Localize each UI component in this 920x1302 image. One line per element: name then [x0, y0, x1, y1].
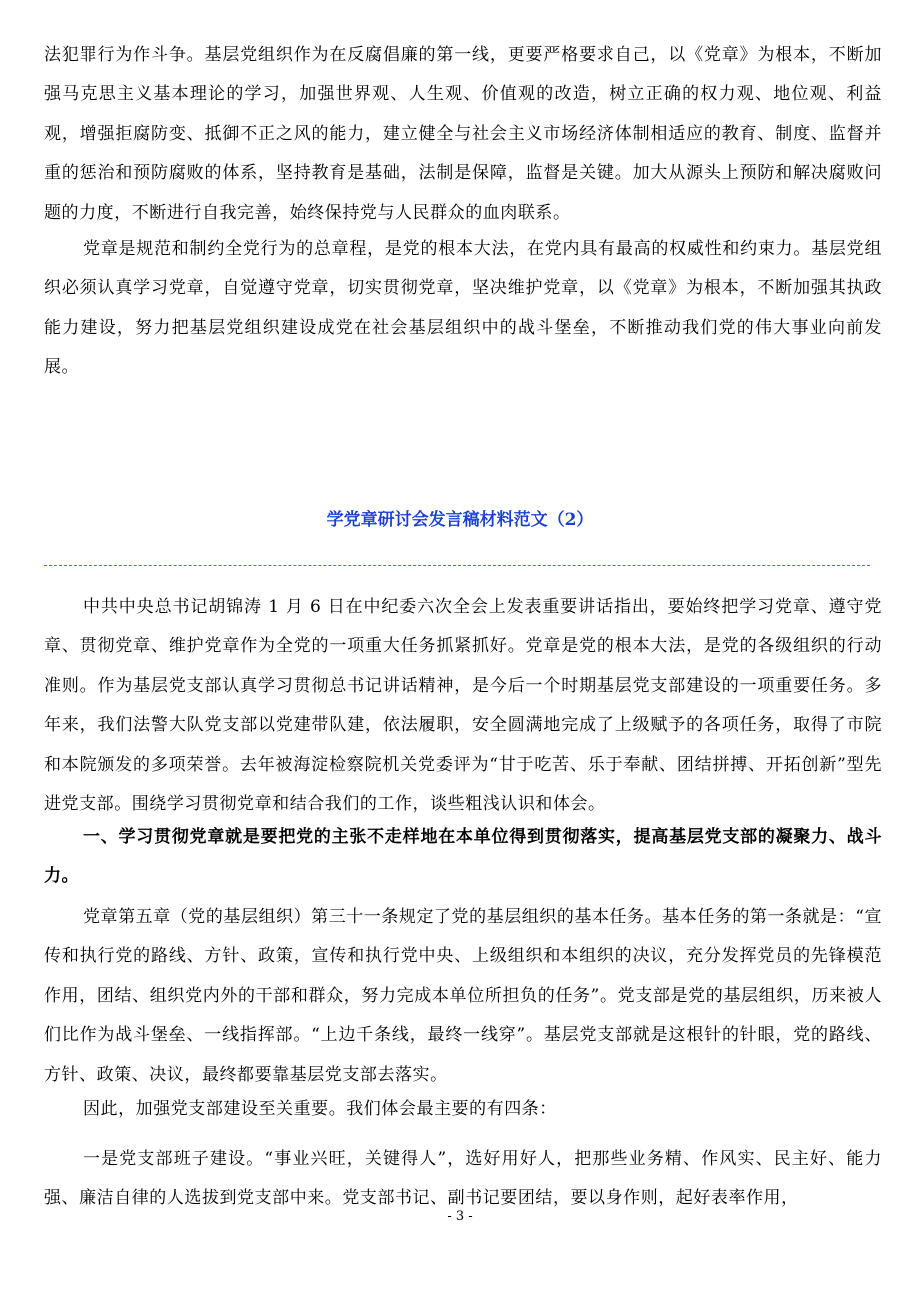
- section-heading-1: 一、学习贯彻党章就是要把党的主张不走样地在本单位得到贯彻落实，提高基层党支部的凝聚力、战斗力。: [44, 827, 882, 887]
- paragraph-3: 中共中央总书记胡锦涛 1 月 6 日在中纪委六次全会上发表重要讲话指出，要始终把学习党章、遵守党章、贯彻党章、维护党章作为全党的一项重大任务抓紧抓好。党章是党的根本大法，是党的各级组织的行动准则。作为基层党支部认真学习贯彻总书记讲话精神，是今后一个时期基层党支部建设的一项重要任务。多年来，我们法警大队党支部以党建带队建，依法履职，安全圆满地完成了上级赋予的各项任务，取得了市院和本院颁发的多项荣誉。去年被海淀检察院机关党委评为“甘于吃苦、乐于奉献、团结拼搏、开拓创新”型先进党支部。围绕学习贯彻党章和结合我们的工作，谈些粗浅认识和体会。: [44, 597, 882, 815]
- paragraph-2: 党章是规范和制约全党行为的总章程，是党的根本大法，在党内具有最高的权威性和约束力。基层党组织必须认真学习党章，自觉遵守党章，切实贯彻党章，坚决维护党章，以《党章》为根本，不断加强其执政能力建设，努力把基层党组织建设成党在社会基层组织中的战斗堡垒，不断推动我们党的伟大事业向前发展。: [44, 239, 882, 378]
- paragraph-1: 法犯罪行为作斗争。基层党组织作为在反腐倡廉的第一线，更要严格要求自己，以《党章》为根本，不断加强马克思主义基本理论的学习，加强世界观、人生观、价值观的改造，树立正确的权力观、地位观、利益观，增强拒腐防变、抵御不正之风的能力，建立健全与社会主义市场经济体制相适应的教育、制度、监督并重的惩治和预防腐败的体系，坚持教育是基础，法制是保障，监督是关键。加大从源头上预防和解决腐败问题的力度，不断进行自我完善，始终保持党与人民群众的血肉联系。: [44, 45, 882, 223]
- dashed-divider: [44, 565, 870, 566]
- page-number: - 3 -: [447, 1209, 473, 1224]
- paragraph-6: 一是党支部班子建设。“事业兴旺，关键得人”，选好用好人，把那些业务精、作风实、民主好、能力强、廉洁自律的人选拔到党支部中来。党支部书记、副书记要团结，要以身作则，起好表率作用，: [44, 1149, 882, 1209]
- section-title: 学党章研讨会发言稿材料范文（2）: [326, 510, 594, 530]
- paragraph-4: 党章第五章（党的基层组织）第三十一条规定了党的基层组织的基本任务。基本任务的第一条就是：“宣传和执行党的路线、方针、政策，宣传和执行党中央、上级组织和本组织的决议，充分发挥党员的先锋模范作用，团结、组织党内外的干部和群众，努力完成本单位所担负的任务”。党支部是党的基层组织，历来被人们比作为战斗堡垒、一线指挥部。“上边千条线，最终一线穿”。基层党支部就是这根针的针眼，党的路线、方针、政策、决议，最终都要靠基层党支部去落实。: [44, 907, 882, 1085]
- paragraph-5: 因此，加强党支部建设至关重要。我们体会最主要的有四条：: [83, 1099, 557, 1119]
